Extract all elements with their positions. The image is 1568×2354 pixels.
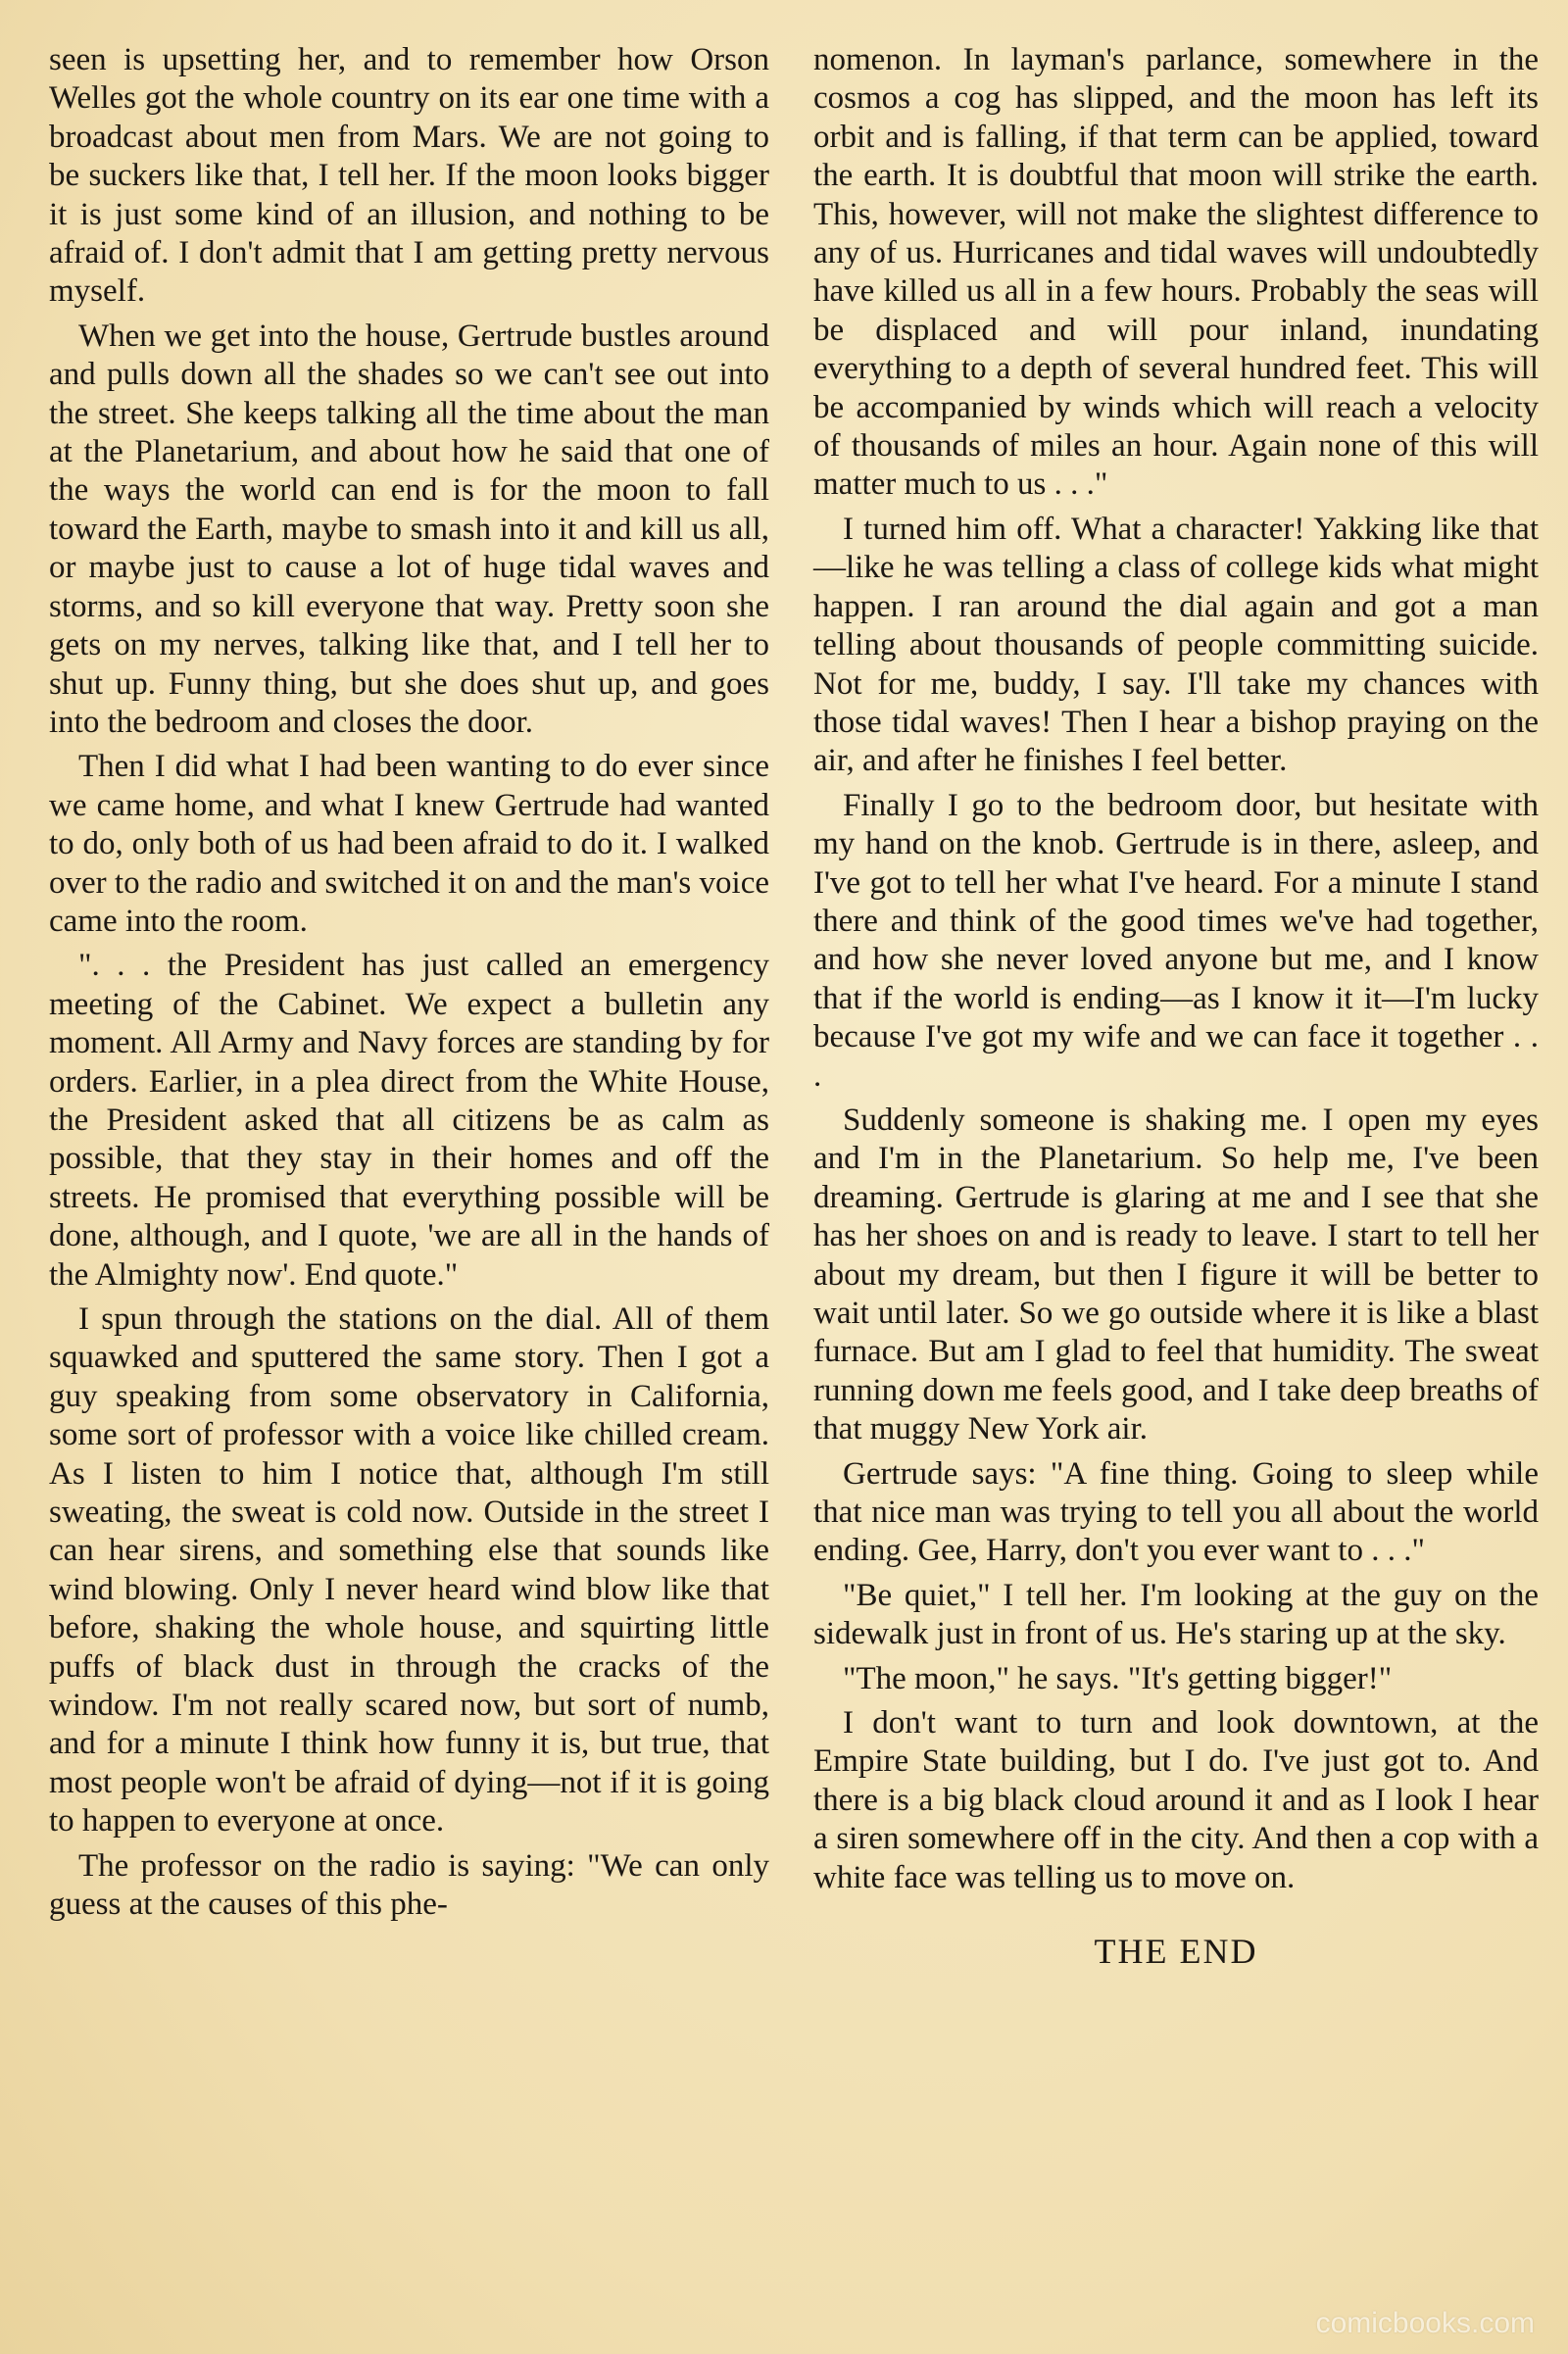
paragraph: I spun through the stations on the dial. All of them squawked and sputtered the same story. Then I got a guy speaking from some observatory in California, some sort of professor with a voice like chilled cream. As I listen to him I notice that, although I'm still sweating, the sweat is cold now. Outside in the street I can hear sirens, and something else that sounds like wind blowing. Only I never heard wind blow like that before, shaking the whole house, and squirting little puffs of black dust in through the cracks of the window. I'm not really scared now, but sort of numb, and for a minute I think how funny it is, but true, that most people won't be afraid of dying—not if it is going to happen to everyone at once. (49, 1301, 769, 1839)
paragraph: I turned him off. What a character! Yakking like that—like he was telling a class of college kids what might happen. I ran around the dial again and got a man telling about thousands of people committing suicide. Not for me, buddy, I say. I'll take my chances with those tidal waves! Then I hear a bishop praying on the air, and after he finishes I feel better. (813, 511, 1539, 779)
left-column (49, 41, 769, 1925)
paragraph: The professor on the radio is saying: "We can only guess at the causes of this phe- (49, 1847, 769, 1923)
paragraph: Finally I go to the bedroom door, but hesitate with my hand on the knob. Gertrude is in there, asleep, and I've got to tell her what I've heard. For a minute I stand there and think of the good times we've had together, and how she never loved anyone but me, and I know that if the world is ending—as I know it it—I'm lucky because I've got my wife and we can face it together . . . (813, 787, 1539, 1094)
paragraph: I don't want to turn and look downtown, at the Empire State building, but I do. I've just got to. And there is a big black cloud around it and as I look I hear a siren somewhere off in the city. And then a cop with a white face was telling us to move on. (813, 1705, 1539, 1895)
right-column (813, 41, 1539, 1972)
watermark: comicbooks.com (1315, 2307, 1535, 2339)
paragraph: seen is upsetting her, and to remember how Orson Welles got the whole country on its ear one time with a broadcast about men from Mars. We are not going to be suckers like that, I tell her. If the moon looks bigger it is just some kind of an illusion, and nothing to be afraid of. I don't admit that I am getting pretty nervous myself. (49, 42, 769, 310)
paragraph: Then I did what I had been wanting to do ever since we came home, and what I knew Gertrude had wanted to do, only both of us had been afraid to do it. I walked over to the radio and switched it on and the man's voice came into the room. (49, 749, 769, 939)
paragraph: Suddenly someone is shaking me. I open my eyes and I'm in the Planetarium. So help me, I've been dreaming. Gertrude is glaring at me and I see that she has her shoes on and is ready to leave. I start to tell her about my dream, but then I figure it will be better to wait until later. So we go outside where it is like a blast furnace. But am I glad to feel that humidity. The sweat running down me feels good, and I take deep breaths of that muggy New York air. (813, 1102, 1539, 1447)
paragraph: When we get into the house, Gertrude bustles around and pulls down all the shades so we can't see out into the street. She keeps talking all the time about the man at the Planetarium, and about how he said that one of the ways the world can end is for the moon to fall toward the Earth, maybe to smash into it and kill us all, or maybe just to cause a lot of huge tidal waves and storms, and so kill everyone that way. Pretty soon she gets on my nerves, talking like that, and I tell her to shut up. Funny thing, but she does shut up, and goes into the bedroom and closes the door. (49, 318, 769, 740)
paragraph: "The moon," he says. "It's getting bigger!" (843, 1660, 1393, 1696)
paragraph: ". . . the President has just called an emergency meeting of the Cabinet. We expect a bulletin any moment. All Army and Navy forces are standing by for orders. Earlier, in a plea direct from the White House, the President asked that all citizens be as calm as possible, that they stay in their homes and off the streets. He promised that everything possible will be done, although, and I quote, 'we are all in the hands of the Almighty now'. End quote." (49, 948, 769, 1293)
the-end-label: THE END (1094, 1932, 1258, 1972)
paragraph: nomenon. In layman's parlance, somewhere in the cosmos a cog has slipped, and the moon has left its orbit and is falling, if that term can be applied, toward the earth. It is doubtful that moon will strike the earth. This, however, will not make the slightest difference to any of us. Hurricanes and tidal waves will undoubtedly have killed us all in a few hours. Probably the seas will be displaced and will pour inland, inundating everything to a depth of several hundred feet. This will be accompanied by winds which will reach a velocity of thousands of miles an hour. Again none of this will matter much to us . . ." (813, 42, 1539, 503)
paragraph: Gertrude says: "A fine thing. Going to sleep while that nice man was trying to tell you all about the world ending. Gee, Harry, don't you ever want to . . ." (813, 1455, 1539, 1569)
paragraph: "Be quiet," I tell her. I'm looking at the guy on the sidewalk just in front of us. He's staring up at the sky. (813, 1577, 1539, 1652)
